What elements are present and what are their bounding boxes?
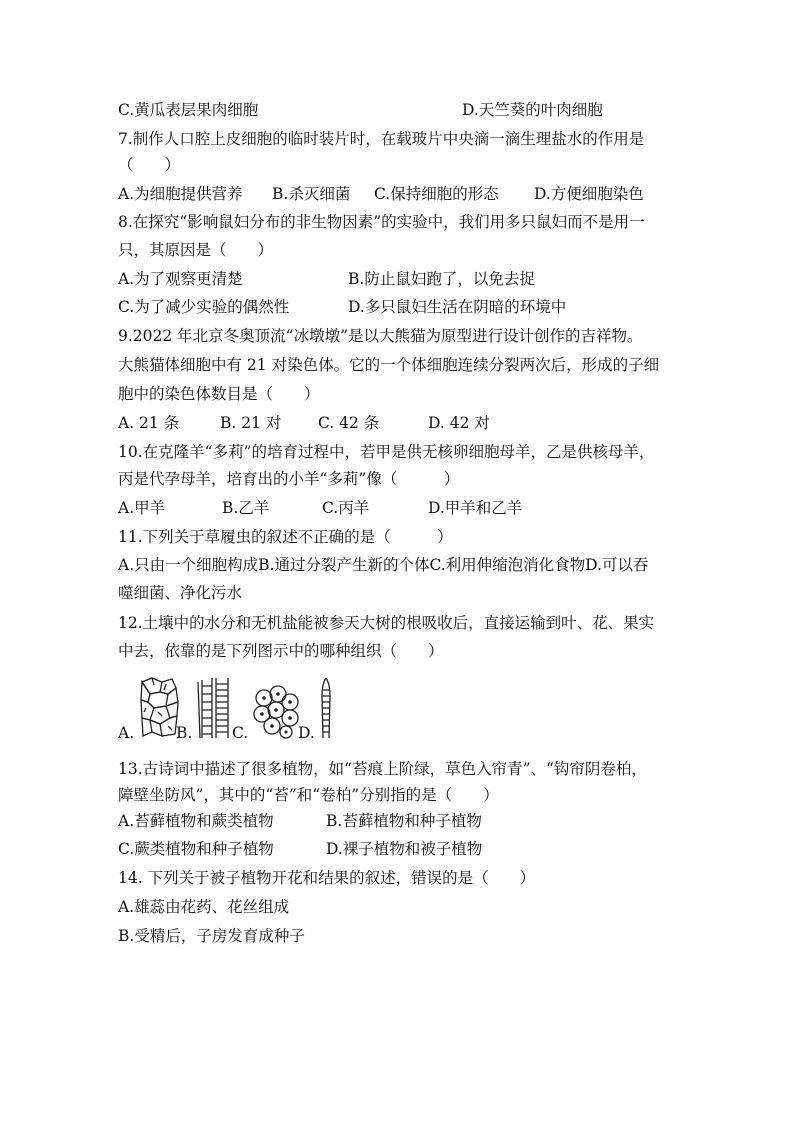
question-11-stem: 11.下列关于草履虫的叙述不正确的是（ ） (118, 528, 453, 546)
option-c: C.保持细胞的形态 (374, 185, 499, 203)
figure-label-b: B. (176, 724, 193, 742)
tissue-figures (118, 676, 458, 742)
question-8-stem: 8.在探究“影响鼠妇分布的非生物因素”的实验中，我们用多只鼠妇而不是用一 (118, 213, 645, 231)
question-11-options-cont: 噬细菌、净化污水 (118, 584, 243, 602)
option-b: B.苔藓植物和种子植物 (326, 812, 482, 830)
figure-label-d: D. (298, 724, 315, 742)
q14-option-a: A.雄蕊由花药、花丝组成 (118, 898, 290, 916)
fiber-tissue-figure (314, 676, 338, 740)
option-c: C.为了减少实验的偶然性 (118, 298, 290, 316)
option-c: C.蕨类植物和种子植物 (118, 840, 274, 858)
question-10-stem: 10.在克隆羊“多莉”的培育过程中，若甲是供无核卵细胞母羊，乙是供核母羊， (118, 443, 655, 461)
q8-options-ab (118, 268, 535, 290)
option-a: A.为了观察更清楚 (118, 270, 243, 288)
option-d: D.甲羊和乙羊 (428, 499, 523, 517)
question-7-stem: 7.制作人口腔上皮细胞的临时装片时，在载玻片中央滴一滴生理盐水的作用是 (118, 130, 645, 148)
option-a: A.甲羊 (118, 499, 166, 517)
q13-options-ab (118, 810, 482, 832)
option-d: D.天竺葵的叶肉细胞 (462, 101, 603, 119)
question-13-stem: 13.古诗词中描述了很多植物，如“苔痕上阶绿，草色入帘青”、“钩帘阴卷柏， (118, 760, 647, 778)
option-d: D.裸子植物和被子植物 (326, 840, 483, 858)
option-a: A. 21 条 (118, 414, 180, 432)
question-9-stem-cont: 大熊猫体细胞中有 21 对染色体。它的一个体细胞连续分裂两次后，形成的子细 (118, 356, 660, 374)
question-11-options: A.只由一个细胞构成B.通过分裂产生新的个体C.利用伸缩泡消化食物D.可以吞 (118, 556, 649, 574)
figure-label-c: C. (232, 724, 249, 742)
q14-option-b: B.受精后，子房发育成种子 (118, 927, 305, 945)
q13-options-cd (118, 838, 483, 860)
option-b: B.乙羊 (222, 499, 270, 517)
option-d: D.多只鼠妇生活在阴暗的环境中 (348, 298, 567, 316)
question-12-stem: 12.土壤中的水分和无机盐能被参天大树的根吸收后，直接运输到叶、花、果实 (118, 614, 655, 632)
option-a: A.为细胞提供营养 (118, 185, 243, 203)
option-c: C. 42 条 (318, 414, 380, 432)
figure-label-a: A. (118, 724, 135, 742)
parenchyma-tissue-figure (138, 676, 180, 740)
question-14-stem: 14. 下列关于被子植物开花和结果的叙述，错误的是（ ） (118, 869, 536, 887)
option-c: C.黄瓜表层果肉细胞 (118, 101, 259, 119)
option-b: B.杀灭细菌 (272, 185, 351, 203)
question-7-answer-blank: （ ） (118, 156, 181, 174)
option-b: B. 21 对 (220, 414, 282, 432)
q6-options-cd (118, 99, 603, 121)
q8-options-cd (118, 296, 567, 318)
question-10-stem-cont: 丙是代孕母羊，培育出的小羊“多莉”像（ ） (118, 470, 460, 488)
option-d: D. 42 对 (428, 414, 490, 432)
question-12-stem-cont: 中去，依靠的是下列图示中的哪种组织（ ） (118, 642, 444, 660)
question-13-stem-cont: 障壁坐防风”，其中的“苔”和“卷柏”分别指的是（ ） (118, 786, 499, 804)
question-9-stem-cont2: 胞中的染色体数目是（ ） (118, 385, 320, 403)
question-8-stem-cont: 只，其原因是（ ） (118, 241, 274, 259)
question-9-stem: 9.2022 年北京冬奥顶流“冰墩墩”是以大熊猫为原型进行设计创作的吉祥物。 (118, 327, 643, 345)
vessel-tissue-figure (194, 676, 236, 740)
option-d: D.方便细胞染色 (534, 185, 644, 203)
cell-cluster-figure (250, 676, 304, 740)
option-c: C.丙羊 (322, 499, 370, 517)
option-a: A.苔藓植物和蕨类植物 (118, 812, 274, 830)
option-b: B.防止鼠妇跑了，以免去捉 (348, 270, 535, 288)
